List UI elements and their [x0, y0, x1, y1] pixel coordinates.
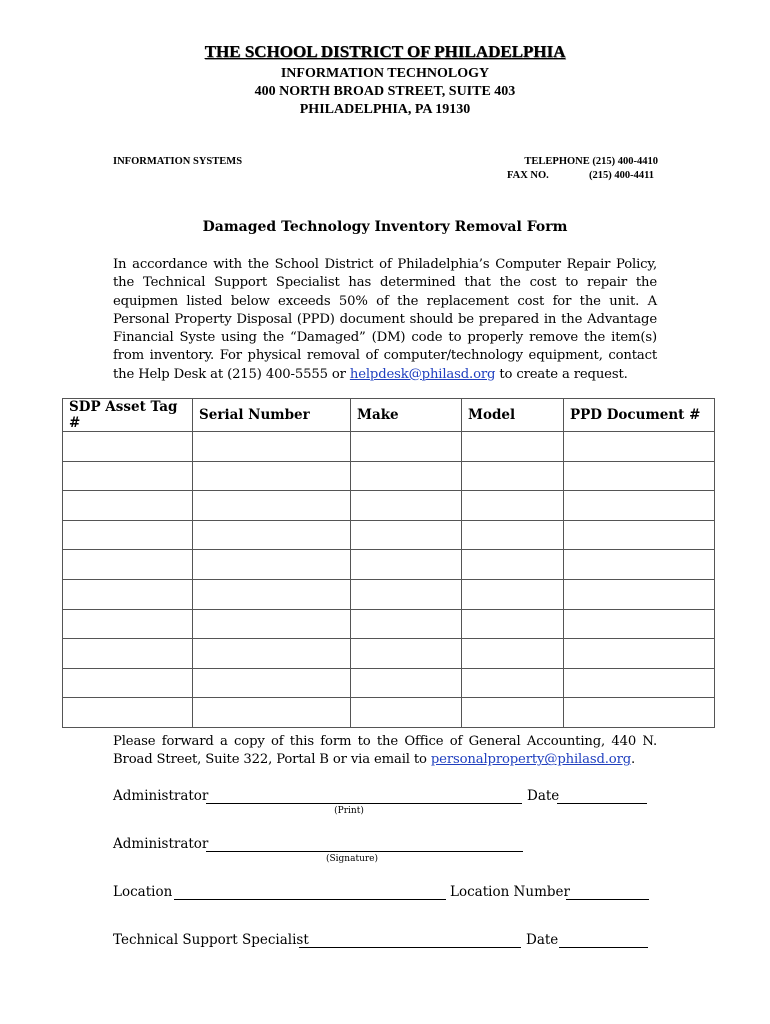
- cell-serial-number[interactable]: [193, 520, 351, 550]
- personal-property-email-link[interactable]: personalproperty@philasd.org: [430, 752, 632, 768]
- cell-make[interactable]: [351, 579, 462, 609]
- cell-serial-number[interactable]: [193, 461, 351, 491]
- administrator-signature-line[interactable]: [206, 851, 523, 852]
- table-row: [63, 461, 715, 491]
- cell-serial-number[interactable]: [193, 639, 351, 669]
- date2-line[interactable]: [559, 947, 648, 948]
- cell-model[interactable]: [462, 491, 564, 521]
- tech-specialist-label: Technical Support Specialist: [113, 932, 309, 948]
- administrator-signature-label: Administrator: [113, 836, 209, 852]
- table-row: [63, 579, 715, 609]
- column-header-serial-number: Serial Number: [193, 399, 351, 432]
- cell-make[interactable]: [351, 520, 462, 550]
- address-line-1: 400 NORTH BROAD STREET, SUITE 403: [254, 84, 516, 99]
- cell-asset-tag[interactable]: [63, 432, 193, 462]
- cell-make[interactable]: [351, 609, 462, 639]
- cell-asset-tag[interactable]: [63, 461, 193, 491]
- table-row: [63, 698, 715, 728]
- column-header-asset-tag: SDP Asset Tag #: [63, 399, 193, 432]
- cell-serial-number[interactable]: [193, 491, 351, 521]
- table-row: [63, 550, 715, 580]
- date2-label: Date: [526, 932, 559, 948]
- column-header-make: Make: [351, 399, 462, 432]
- form-title: Damaged Technology Inventory Removal Form: [202, 219, 568, 235]
- table-row: [63, 639, 715, 669]
- table-row: [63, 432, 715, 462]
- cell-ppd-document[interactable]: [564, 432, 715, 462]
- cell-asset-tag[interactable]: [63, 491, 193, 521]
- print-hint: (Print): [334, 806, 364, 816]
- intro-text: In accordance with the School District of Philadelphia’s Computer Repair Policy, the Technical Support Specialist has determined that the cost to repair the equipmen listed below exceeds 50% of the replacement cost for the unit. A Personal Property Disposal (PPD) document should be prepared in the Advantage Financial Syste using the “Damaged” (DM) code to properly remove the item(s) from inventory. For physical removal of computer/technology equipment, contact the Help Desk at (215) 400-5555 or: [113, 257, 657, 382]
- unit-name: INFORMATION SYSTEMS: [113, 156, 243, 167]
- cell-make[interactable]: [351, 461, 462, 491]
- cell-ppd-document[interactable]: [564, 639, 715, 669]
- cell-make[interactable]: [351, 491, 462, 521]
- cell-ppd-document[interactable]: [564, 520, 715, 550]
- column-header-ppd-document: PPD Document #: [564, 399, 715, 432]
- location-label: Location: [113, 884, 173, 900]
- column-header-model: Model: [462, 399, 564, 432]
- cell-make[interactable]: [351, 698, 462, 728]
- cell-ppd-document[interactable]: [564, 461, 715, 491]
- cell-asset-tag[interactable]: [63, 520, 193, 550]
- telephone: TELEPHONE (215) 400-4410: [524, 156, 658, 167]
- cell-make[interactable]: [351, 550, 462, 580]
- tech-specialist-line[interactable]: [299, 947, 521, 948]
- cell-model[interactable]: [462, 432, 564, 462]
- cell-ppd-document[interactable]: [564, 550, 715, 580]
- cell-make[interactable]: [351, 432, 462, 462]
- table-row: [63, 668, 715, 698]
- address-line-2: PHILADELPHIA, PA 19130: [299, 102, 471, 117]
- cell-asset-tag[interactable]: [63, 550, 193, 580]
- cell-model[interactable]: [462, 579, 564, 609]
- cell-ppd-document[interactable]: [564, 698, 715, 728]
- department-name: INFORMATION TECHNOLOGY: [280, 66, 490, 81]
- table-row: [63, 609, 715, 639]
- cell-make[interactable]: [351, 668, 462, 698]
- date-label: Date: [527, 788, 560, 804]
- cell-model[interactable]: [462, 520, 564, 550]
- cell-serial-number[interactable]: [193, 698, 351, 728]
- district-title: THE SCHOOL DISTRICT OF PHILADELPHIA: [204, 42, 566, 61]
- cell-asset-tag[interactable]: [63, 698, 193, 728]
- table-row: [63, 491, 715, 521]
- cell-serial-number[interactable]: [193, 609, 351, 639]
- location-line[interactable]: [174, 899, 446, 900]
- cell-make[interactable]: [351, 639, 462, 669]
- cell-serial-number[interactable]: [193, 432, 351, 462]
- cell-asset-tag[interactable]: [63, 639, 193, 669]
- cell-model[interactable]: [462, 698, 564, 728]
- intro-paragraph: [113, 256, 657, 384]
- cell-ppd-document[interactable]: [564, 668, 715, 698]
- forward-text: Please forward a copy of this form to the Office of General Accounting, 440 N. Broad Street, Suite 322, Portal B or via email to: [113, 734, 657, 768]
- location-number-line[interactable]: [566, 899, 649, 900]
- administrator-print-line[interactable]: [206, 803, 522, 804]
- table-header-row: [63, 399, 715, 432]
- cell-model[interactable]: [462, 550, 564, 580]
- cell-asset-tag[interactable]: [63, 668, 193, 698]
- fax-number: (215) 400-4411: [588, 170, 654, 181]
- cell-asset-tag[interactable]: [63, 579, 193, 609]
- signature-hint: (Signature): [325, 854, 379, 864]
- helpdesk-email-link[interactable]: helpdesk@philasd.org: [349, 366, 496, 382]
- cell-serial-number[interactable]: [193, 668, 351, 698]
- cell-ppd-document[interactable]: [564, 491, 715, 521]
- cell-model[interactable]: [462, 639, 564, 669]
- cell-model[interactable]: [462, 461, 564, 491]
- table-row: [63, 520, 715, 550]
- cell-serial-number[interactable]: [193, 550, 351, 580]
- intro-tail: to create a request.: [499, 366, 628, 382]
- forward-instructions: [113, 733, 657, 770]
- inventory-table: [62, 398, 715, 728]
- cell-model[interactable]: [462, 668, 564, 698]
- cell-asset-tag[interactable]: [63, 609, 193, 639]
- cell-ppd-document[interactable]: [564, 579, 715, 609]
- date-line[interactable]: [557, 803, 647, 804]
- cell-ppd-document[interactable]: [564, 609, 715, 639]
- location-number-label: Location Number: [450, 884, 570, 900]
- administrator-label: Administrator: [113, 788, 209, 804]
- fax-label: FAX NO.: [507, 170, 549, 181]
- cell-serial-number[interactable]: [193, 579, 351, 609]
- forward-tail: .: [631, 752, 636, 768]
- cell-model[interactable]: [462, 609, 564, 639]
